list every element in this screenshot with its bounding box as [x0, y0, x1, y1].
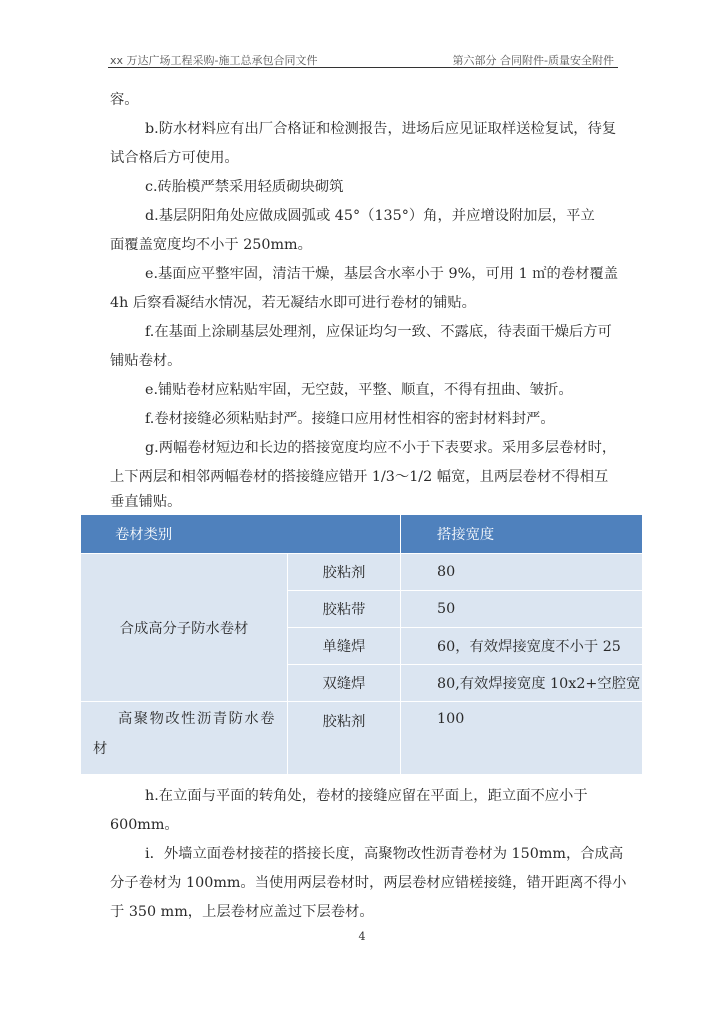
paragraph-line: 分子卷材为 100mm。当使用两层卷材时，两层卷材应错槎接缝，错开距离不得小 [110, 875, 627, 891]
paragraph-line: f.在基面上涂刷基层处理剂，应保证均匀一致、不露底，待表面干燥后方可 [145, 324, 612, 340]
paragraph-line: b.防水材料应有出厂合格证和检测报告，进场后应见证取样送检复试，待复 [145, 121, 617, 137]
paragraph-line: 容。 [110, 92, 139, 108]
paragraph-line: e.基面应平整牢固，清洁干燥，基层含水率小于 9%，可用 1 ㎡的卷材覆盖 [145, 266, 619, 282]
table-width-cell: 50 [401, 591, 643, 628]
table-header-category: 卷材类别 [81, 515, 401, 554]
paragraph-line: 4h 后察看凝结水情况，若无凝结水即可进行卷材的铺贴。 [110, 295, 476, 311]
paragraph-line: e.铺贴卷材应粘贴牢固，无空鼓，平整、顺直，不得有扭曲、皱折。 [145, 382, 573, 398]
page-number: 4 [358, 930, 366, 943]
table-method-cell: 胶粘剂 [288, 554, 401, 591]
paragraph-line: g.两幅卷材短边和长边的搭接宽度均应不小于下表要求。采用多层卷材时， [145, 440, 617, 456]
table-category-cell [81, 702, 288, 775]
table-width-cell: 80,有效焊接宽度 10x2+空腔宽 [401, 665, 643, 702]
paragraph-line: 于 350 mm，上层卷材应盖过下层卷材。 [110, 904, 374, 920]
paragraph-line: 上下两层和相邻两幅卷材的搭接缝应错开 1/3～1/2 幅宽，且两层卷材不得相互 [110, 469, 609, 485]
table-header-width: 搭接宽度 [401, 515, 643, 554]
table-width-cell: 60，有效焊接宽度不小于 25 [401, 628, 643, 665]
header-rule [108, 67, 618, 68]
paragraph-line: i．外墙立面卷材接茬的搭接长度，高聚物改性沥青卷材为 150mm，合成高 [145, 846, 624, 862]
paragraph-line: 铺贴卷材。 [110, 353, 182, 369]
header-right-title: 第六部分 合同附件-质量安全附件 [452, 54, 614, 67]
overlap-width-table [80, 514, 643, 775]
table-width-cell: 80 [401, 554, 643, 591]
header-left-title: xx 万达广场工程采购-施工总承包合同文件 [110, 54, 318, 67]
paragraph-line: c.砖胎模严禁采用轻质砌块砌筑 [145, 179, 344, 195]
paragraph-line: 面覆盖宽度均不小于 250mm。 [110, 237, 312, 253]
paragraph-line: 600mm。 [110, 817, 179, 833]
table-category-cell: 合成高分子防水卷材 [81, 554, 288, 702]
table-category-line: 高聚物改性沥青防水卷 [118, 711, 276, 727]
paragraph-line: 垂直铺贴。 [110, 494, 182, 510]
table-category-line: 材 [93, 741, 108, 757]
paragraph-line: f.卷材接缝必须粘贴封严。接缝口应用材性相容的密封材料封严。 [145, 411, 555, 427]
table-method-cell: 胶粘带 [288, 591, 401, 628]
table-method-cell: 胶粘剂 [288, 702, 401, 775]
paragraph-line: 试合格后方可使用。 [110, 150, 239, 166]
table-method-cell: 双缝焊 [288, 665, 401, 702]
table-width-cell: 100 [401, 702, 643, 775]
paragraph-line: d.基层阴阳角处应做成圆弧或 45°（135°）角，并应增设附加层，平立 [145, 208, 595, 224]
table-method-cell: 单缝焊 [288, 628, 401, 665]
page-header [108, 50, 618, 68]
paragraph-line: h.在立面与平面的转角处，卷材的接缝应留在平面上，距立面不应小于 [145, 788, 588, 804]
